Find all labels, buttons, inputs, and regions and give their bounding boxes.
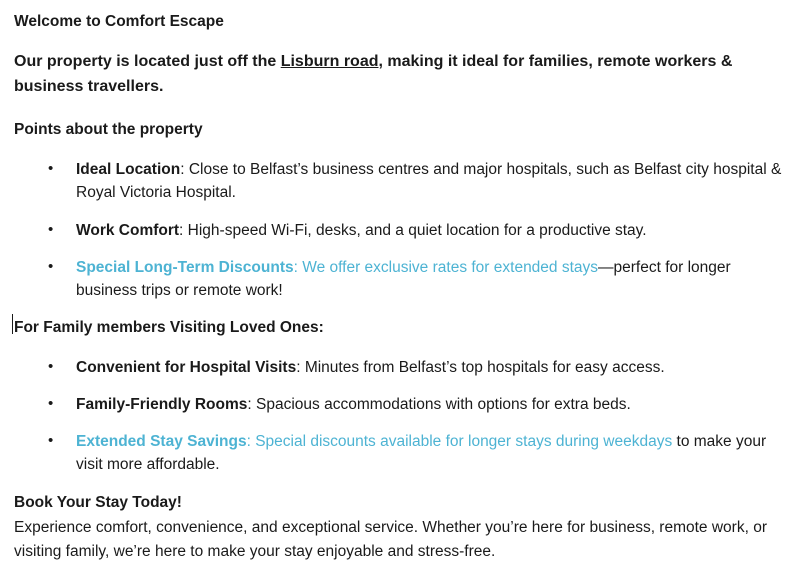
- lisburn-road-link[interactable]: Lisburn road: [280, 53, 379, 71]
- family-points-list: [14, 356, 784, 477]
- text-caret: [12, 314, 13, 334]
- property-points-list: [14, 158, 784, 302]
- list-item-text-tail: —perfect for longer business trips or remote work!: [76, 258, 731, 300]
- list-item-text-tail: to make your visit more affordable.: [76, 433, 767, 474]
- list-item-separator: :: [293, 258, 303, 276]
- closing-title: Book Your Stay Today!: [14, 493, 182, 511]
- intro-text-after-link: , making it ideal for families, remote workers & business travellers.: [14, 53, 733, 96]
- list-item: [76, 393, 784, 416]
- family-heading-label: For Family members Visiting Loved Ones:: [14, 319, 324, 337]
- list-item-label: Work Comfort: [76, 221, 180, 239]
- list-item: [76, 219, 784, 242]
- intro-text-before-link: Our property is located just off the: [14, 53, 281, 71]
- list-item-text: Spacious accommodations with options for extra beds.: [256, 395, 631, 413]
- intro-paragraph: [14, 50, 784, 100]
- points-heading: Points about the property: [14, 120, 203, 138]
- list-item-separator: :: [247, 395, 257, 413]
- list-item-label: Family-Friendly Rooms: [76, 395, 248, 413]
- list-item-label: Special Long-Term Discounts: [76, 258, 294, 276]
- list-item-label: Convenient for Hospital Visits: [76, 358, 297, 376]
- list-item-label: Extended Stay Savings: [76, 433, 247, 451]
- list-item-text: Minutes from Belfast’s top hospitals for easy access.: [304, 358, 665, 376]
- list-item: [76, 158, 784, 205]
- closing-body: Experience comfort, convenience, and exceptional service. Whether you’re here for business, remote work, or visiting family, we’re here to make your stay enjoyable and stress-free.: [14, 518, 767, 560]
- list-item-text: Close to Belfast’s business centres and major hospitals, such as Belfast city hospital & Royal Victoria Hospital.: [76, 161, 782, 202]
- list-item-text: We offer exclusive rates for extended stays: [302, 258, 599, 276]
- family-heading: [14, 316, 784, 339]
- list-item-text: High-speed Wi-Fi, desks, and a quiet location for a productive stay.: [187, 221, 647, 239]
- page-title: Welcome to Comfort Escape: [14, 13, 224, 30]
- list-item: [76, 430, 784, 477]
- list-item-separator: :: [296, 358, 305, 376]
- list-item-label: Ideal Location: [76, 161, 181, 179]
- list-item-separator: :: [246, 433, 256, 451]
- list-item: [76, 356, 784, 379]
- list-item-separator: :: [179, 221, 188, 239]
- list-item: [76, 256, 784, 303]
- list-item-separator: :: [180, 161, 189, 179]
- list-item-text: Special discounts available for longer stays during weekdays: [255, 433, 673, 451]
